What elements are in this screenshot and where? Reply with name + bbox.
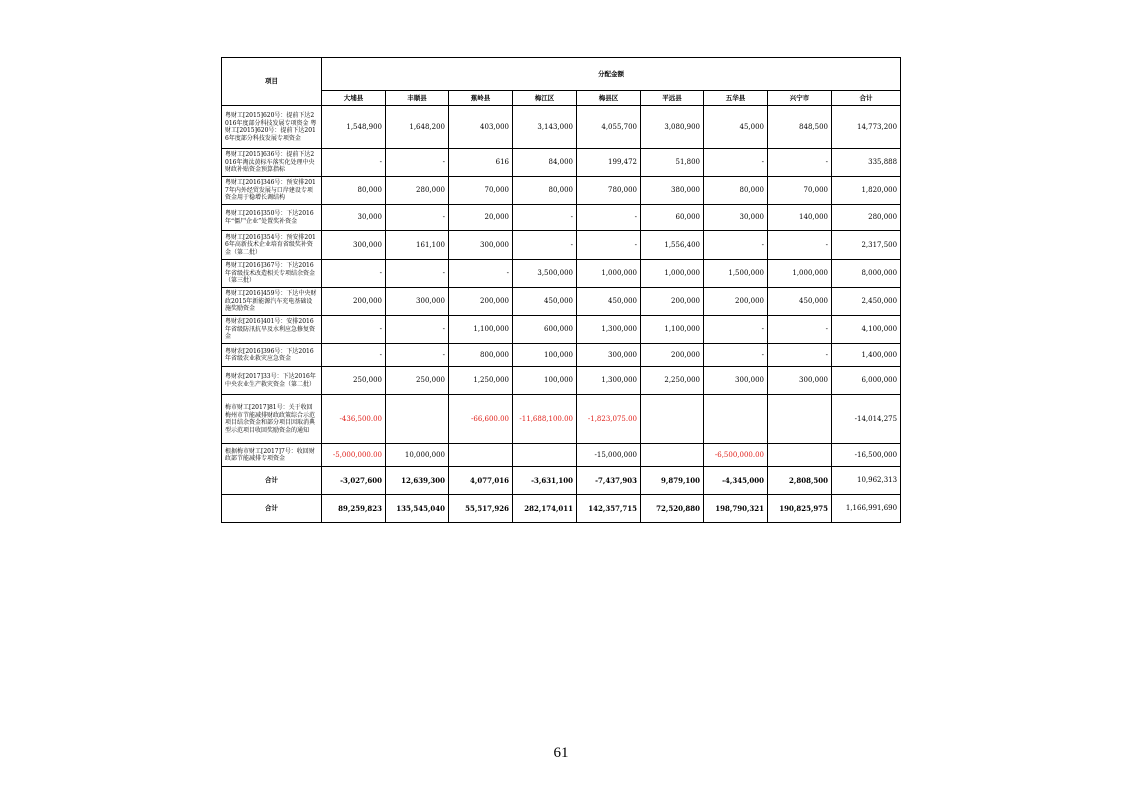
page-number: 61 <box>553 745 569 761</box>
amount-cell: 403,000 <box>449 106 513 149</box>
amount-cell: 300,000 <box>577 344 641 367</box>
row-item-label: 粤财工[2015]636号：提前下达2016年淘汰黄标车落实化处理中央财政补贴资金预算指标 <box>222 149 322 177</box>
amount-cell: 1,400,000 <box>832 344 901 367</box>
row-item-label: 根据梅市财工[2017]7号：收回财政部节能减排专项资金 <box>222 444 322 467</box>
amount-cell: 1,648,200 <box>386 106 449 149</box>
table-row <box>222 149 901 177</box>
amount-cell: 161,100 <box>386 231 449 260</box>
column-header: 梅江区 <box>513 91 577 106</box>
amount-cell: 280,000 <box>832 205 901 231</box>
amount-cell: - <box>386 316 449 344</box>
column-header-row <box>222 91 901 106</box>
row-item-label: 粤财工[2016]459号：下达中央财政2015年新能源汽车充电基础设施奖励资金 <box>222 288 322 316</box>
amount-cell: 84,000 <box>513 149 577 177</box>
amount-cell: 80,000 <box>704 177 768 205</box>
amount-cell: 600,000 <box>513 316 577 344</box>
table-row <box>222 260 901 288</box>
row-item-label: 梅市财工[2017]81号：关于收回梅州市节能减排财政政策综合示范项目结余资金和部分项目因取消典型示范项目收回奖励资金的通知 <box>222 395 322 444</box>
amount-cell: 200,000 <box>641 288 704 316</box>
amount-cell: - <box>386 149 449 177</box>
amount-cell: -11,688,100.00 <box>513 395 577 444</box>
amount-cell <box>641 444 704 467</box>
amount-cell: 6,000,000 <box>832 367 901 395</box>
row-item-label: 粤财工[2016]350号：下达2016年“僵尸企业”处置奖补资金 <box>222 205 322 231</box>
amount-cell: - <box>768 316 832 344</box>
amount-cell: - <box>322 149 386 177</box>
table-row <box>222 367 901 395</box>
row-item-label: 粤财农[2016]401号：安排2016年省级防汛抗旱及水利应急修复资金 <box>222 316 322 344</box>
amount-cell: - <box>513 231 577 260</box>
amount-cell: 45,000 <box>704 106 768 149</box>
amount-cell: 100,000 <box>513 344 577 367</box>
amount-cell: 300,000 <box>322 231 386 260</box>
amount-cell: -14,014,275 <box>832 395 901 444</box>
total-cell: -7,437,903 <box>577 467 641 495</box>
amount-cell: - <box>449 260 513 288</box>
amount-cell: 3,500,000 <box>513 260 577 288</box>
total-cell: 72,520,880 <box>641 495 704 523</box>
amount-cell: 1,556,400 <box>641 231 704 260</box>
amount-cell: 300,000 <box>768 367 832 395</box>
amount-cell: 4,100,000 <box>832 316 901 344</box>
column-header: 合计 <box>832 91 901 106</box>
amount-cell: - <box>768 231 832 260</box>
total-row <box>222 495 901 523</box>
amount-cell: 80,000 <box>322 177 386 205</box>
amount-cell: 70,000 <box>449 177 513 205</box>
amount-cell: 4,055,700 <box>577 106 641 149</box>
column-header: 大埔县 <box>322 91 386 106</box>
row-item-label: 粤财工[2016]367号：下达2016年省级技术改造相关专项结余资金（第三批） <box>222 260 322 288</box>
total-label: 合计 <box>222 495 322 523</box>
total-cell: 89,259,823 <box>322 495 386 523</box>
total-cell: 2,808,500 <box>768 467 832 495</box>
amount-cell: 200,000 <box>322 288 386 316</box>
column-header: 丰顺县 <box>386 91 449 106</box>
total-cell: -4,345,000 <box>704 467 768 495</box>
row-item-label: 粤财农[2017]33号：下达2016年中央农业生产救灾资金（第二批） <box>222 367 322 395</box>
amount-cell: 30,000 <box>322 205 386 231</box>
amount-cell: 1,250,000 <box>449 367 513 395</box>
total-cell: -3,027,600 <box>322 467 386 495</box>
amount-cell: 300,000 <box>386 288 449 316</box>
amount-cell: 3,143,000 <box>513 106 577 149</box>
amount-cell: - <box>322 316 386 344</box>
total-row <box>222 467 901 495</box>
amount-cell <box>449 444 513 467</box>
amount-cell: -15,000,000 <box>577 444 641 467</box>
allocation-group-header: 分配金额 <box>322 58 901 91</box>
table-row <box>222 344 901 367</box>
amount-cell: 300,000 <box>704 367 768 395</box>
total-cell: 282,174,011 <box>513 495 577 523</box>
amount-cell: 616 <box>449 149 513 177</box>
row-item-label: 粤财农[2016]396号：下达2016年省级农业救灾应急资金 <box>222 344 322 367</box>
amount-cell: 1,300,000 <box>577 367 641 395</box>
total-cell: 55,517,926 <box>449 495 513 523</box>
amount-cell: 14,773,200 <box>832 106 901 149</box>
total-cell: 190,825,975 <box>768 495 832 523</box>
amount-cell: - <box>386 260 449 288</box>
amount-cell: - <box>704 344 768 367</box>
column-header: 平远县 <box>641 91 704 106</box>
column-header: 梅县区 <box>577 91 641 106</box>
item-header: 项目 <box>222 58 322 106</box>
total-cell: 12,639,300 <box>386 467 449 495</box>
amount-cell: 200,000 <box>641 344 704 367</box>
amount-cell: 780,000 <box>577 177 641 205</box>
amount-cell: 100,000 <box>513 367 577 395</box>
amount-cell: 848,500 <box>768 106 832 149</box>
amount-cell: -1,823,075.00 <box>577 395 641 444</box>
table-row <box>222 395 901 444</box>
amount-cell: 1,100,000 <box>449 316 513 344</box>
amount-cell: - <box>322 260 386 288</box>
amount-cell: 2,317,500 <box>832 231 901 260</box>
amount-cell: - <box>704 231 768 260</box>
amount-cell: - <box>577 205 641 231</box>
table-row <box>222 288 901 316</box>
amount-cell: 2,250,000 <box>641 367 704 395</box>
amount-cell: 200,000 <box>449 288 513 316</box>
amount-cell <box>641 395 704 444</box>
table-row <box>222 106 901 149</box>
amount-cell: - <box>386 205 449 231</box>
amount-cell: 1,548,900 <box>322 106 386 149</box>
amount-cell: 3,080,900 <box>641 106 704 149</box>
table-row <box>222 316 901 344</box>
total-cell: 9,879,100 <box>641 467 704 495</box>
amount-cell: 800,000 <box>449 344 513 367</box>
amount-cell: 1,100,000 <box>641 316 704 344</box>
amount-cell: - <box>704 316 768 344</box>
table-row <box>222 231 901 260</box>
total-cell: 142,357,715 <box>577 495 641 523</box>
amount-cell: 1,000,000 <box>641 260 704 288</box>
amount-cell: - <box>768 149 832 177</box>
amount-cell: 335,888 <box>832 149 901 177</box>
amount-cell: 380,000 <box>641 177 704 205</box>
amount-cell: 250,000 <box>386 367 449 395</box>
amount-cell: 1,820,000 <box>832 177 901 205</box>
amount-cell: 60,000 <box>641 205 704 231</box>
amount-cell: 1,300,000 <box>577 316 641 344</box>
total-cell: 10,962,313 <box>832 467 901 495</box>
amount-cell: -16,500,000 <box>832 444 901 467</box>
row-item-label: 粤财工[2015]620号：提前下达2016年度部分科技发展专项资金 粤财工[2015]620号：提前下达2016年度部分科技发展专项资金 <box>222 106 322 149</box>
amount-cell: 140,000 <box>768 205 832 231</box>
amount-cell <box>386 395 449 444</box>
amount-cell: 8,000,000 <box>832 260 901 288</box>
amount-cell: -436,500.00 <box>322 395 386 444</box>
amount-cell: -5,000,000.00 <box>322 444 386 467</box>
column-header: 蕉岭县 <box>449 91 513 106</box>
amount-cell: 30,000 <box>704 205 768 231</box>
column-header: 五华县 <box>704 91 768 106</box>
amount-cell <box>768 444 832 467</box>
total-cell: 1,166,991,690 <box>832 495 901 523</box>
amount-cell <box>513 444 577 467</box>
row-item-label: 粤财工[2016]354号：预安排2016年高新技术企业培育省级奖补资金（第二批） <box>222 231 322 260</box>
amount-cell: - <box>704 149 768 177</box>
amount-cell: - <box>513 205 577 231</box>
amount-cell <box>704 395 768 444</box>
amount-cell: 2,450,000 <box>832 288 901 316</box>
table-row <box>222 205 901 231</box>
amount-cell: 1,500,000 <box>704 260 768 288</box>
amount-cell: 80,000 <box>513 177 577 205</box>
amount-cell: 1,000,000 <box>768 260 832 288</box>
amount-cell: - <box>768 344 832 367</box>
allocation-table <box>221 57 901 523</box>
total-label: 合计 <box>222 467 322 495</box>
amount-cell: 10,000,000 <box>386 444 449 467</box>
total-cell: 135,545,040 <box>386 495 449 523</box>
total-cell: 4,077,016 <box>449 467 513 495</box>
amount-cell: 51,800 <box>641 149 704 177</box>
amount-cell <box>768 395 832 444</box>
amount-cell: 200,000 <box>704 288 768 316</box>
amount-cell: 20,000 <box>449 205 513 231</box>
amount-cell: 199,472 <box>577 149 641 177</box>
amount-cell: 1,000,000 <box>577 260 641 288</box>
amount-cell: 70,000 <box>768 177 832 205</box>
amount-cell: 450,000 <box>768 288 832 316</box>
amount-cell: 450,000 <box>513 288 577 316</box>
amount-cell: 250,000 <box>322 367 386 395</box>
total-cell: 198,790,321 <box>704 495 768 523</box>
amount-cell: 280,000 <box>386 177 449 205</box>
total-cell: -3,631,100 <box>513 467 577 495</box>
amount-cell: - <box>577 231 641 260</box>
amount-cell: 450,000 <box>577 288 641 316</box>
row-item-label: 粤财工[2016]346号：预安排2017年内外经贸发展与口岸建设专项资金用于稳增长调结构 <box>222 177 322 205</box>
amount-cell: - <box>386 344 449 367</box>
amount-cell: 300,000 <box>449 231 513 260</box>
amount-cell: - <box>322 344 386 367</box>
table-row <box>222 444 901 467</box>
column-header: 兴宁市 <box>768 91 832 106</box>
amount-cell: -66,600.00 <box>449 395 513 444</box>
amount-cell: -6,500,000.00 <box>704 444 768 467</box>
table-row <box>222 177 901 205</box>
